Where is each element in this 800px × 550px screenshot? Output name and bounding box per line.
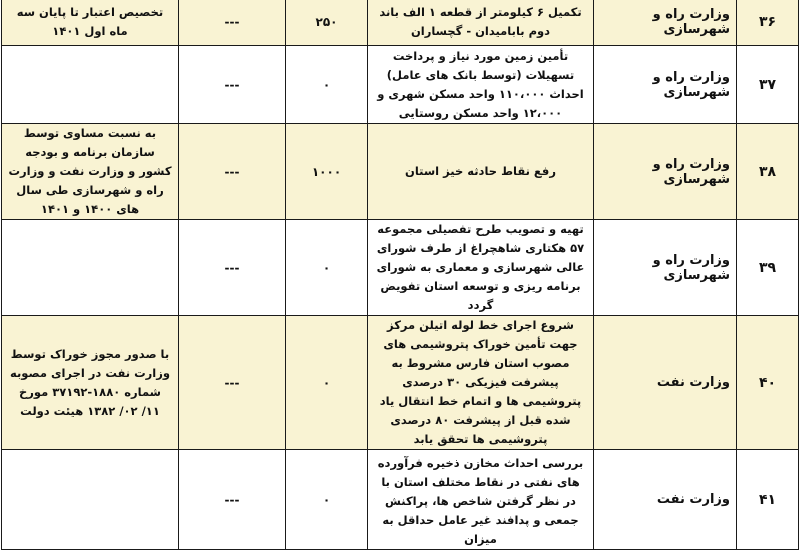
note-cell: با صدور مجوز خوراک توسط وزارت نفت در اجرای مصوبه شماره ۱۸۸۰-۳۷۱۹۲ مورخ ۱۱/ ۰۲/ ۱۳۸۲ هیئت دولت <box>2 316 179 450</box>
row-number: ۳۸ <box>737 124 799 220</box>
amount-cell: ۱۰۰۰ <box>286 124 368 220</box>
description-cell: تهیه و تصویب طرح تفصیلی مجموعه ۵۷ هکتاری شاهچراغ از طرف شورای عالی شهرسازی و معماری به شورای برنامه ریزی و توسعه استان تفویض گردد <box>368 220 594 316</box>
table-row <box>2 0 799 46</box>
row-number: ۴۰ <box>737 316 799 450</box>
description-cell: بررسی احداث مخازن ذخیره فرآورده های نفتی در نقاط مختلف استان با در نظر گرفتن شاخص ها، پراکنش جمعی و پدافند غیر عامل حداقل به میزان <box>368 450 594 550</box>
table-row <box>2 450 799 550</box>
table-row <box>2 220 799 316</box>
ministry-cell: وزارت راه و شهرسازی <box>594 124 737 220</box>
description-cell: تأمین زمین مورد نیاز و پرداخت تسهیلات (توسط بانک های عامل) احداث ۱۱۰،۰۰۰ واحد مسکن شهری و ۱۲،۰۰۰ واحد مسکن روستایی <box>368 46 594 124</box>
note-cell <box>2 46 179 124</box>
empty-value-cell: --- <box>179 124 286 220</box>
amount-cell: ۰ <box>286 316 368 450</box>
empty-value-cell: --- <box>179 46 286 124</box>
row-number: ۳۷ <box>737 46 799 124</box>
ministry-cell: وزارت راه و شهرسازی <box>594 46 737 124</box>
table-row <box>2 46 799 124</box>
row-number: ۳۹ <box>737 220 799 316</box>
description-cell: شروع اجرای خط لوله اتیلن مرکز جهت تأمین خوراک پتروشیمی های مصوب استان فارس مشروط به پیشرفت فیزیکی ۳۰ درصدی پتروشیمی ها و اتمام خط انتقال یاد شده قبل از پیشرفت ۸۰ درصدی پتروشیمی ها تحقق یابد <box>368 316 594 450</box>
table-row <box>2 316 799 450</box>
row-number: ۴۱ <box>737 450 799 550</box>
note-cell: تخصیص اعتبار تا پایان سه ماه اول ۱۴۰۱ <box>2 0 179 46</box>
ministry-cell: وزارت نفت <box>594 316 737 450</box>
allocation-table <box>1 0 799 550</box>
empty-value-cell: --- <box>179 0 286 46</box>
description-cell: رفع نقاط حادثه خیز استان <box>368 124 594 220</box>
row-number: ۳۶ <box>737 0 799 46</box>
ministry-cell: وزارت راه و شهرسازی <box>594 220 737 316</box>
empty-value-cell: --- <box>179 450 286 550</box>
note-cell <box>2 220 179 316</box>
amount-cell: ۰ <box>286 220 368 316</box>
empty-value-cell: --- <box>179 316 286 450</box>
ministry-cell: وزارت راه و شهرسازی <box>594 0 737 46</box>
empty-value-cell: --- <box>179 220 286 316</box>
amount-cell: ۰ <box>286 450 368 550</box>
description-cell: تکمیل ۶ کیلومتر از قطعه ۱ الف باند دوم بابامیدان - گچساران <box>368 0 594 46</box>
table-row <box>2 124 799 220</box>
ministry-cell: وزارت نفت <box>594 450 737 550</box>
note-cell <box>2 450 179 550</box>
amount-cell: ۲۵۰ <box>286 0 368 46</box>
amount-cell: ۰ <box>286 46 368 124</box>
note-cell: به نسبت مساوی توسط سازمان برنامه و بودجه کشور و وزارت نفت و وزارت راه و شهرسازی طی سال های ۱۴۰۰ و ۱۴۰۱ <box>2 124 179 220</box>
